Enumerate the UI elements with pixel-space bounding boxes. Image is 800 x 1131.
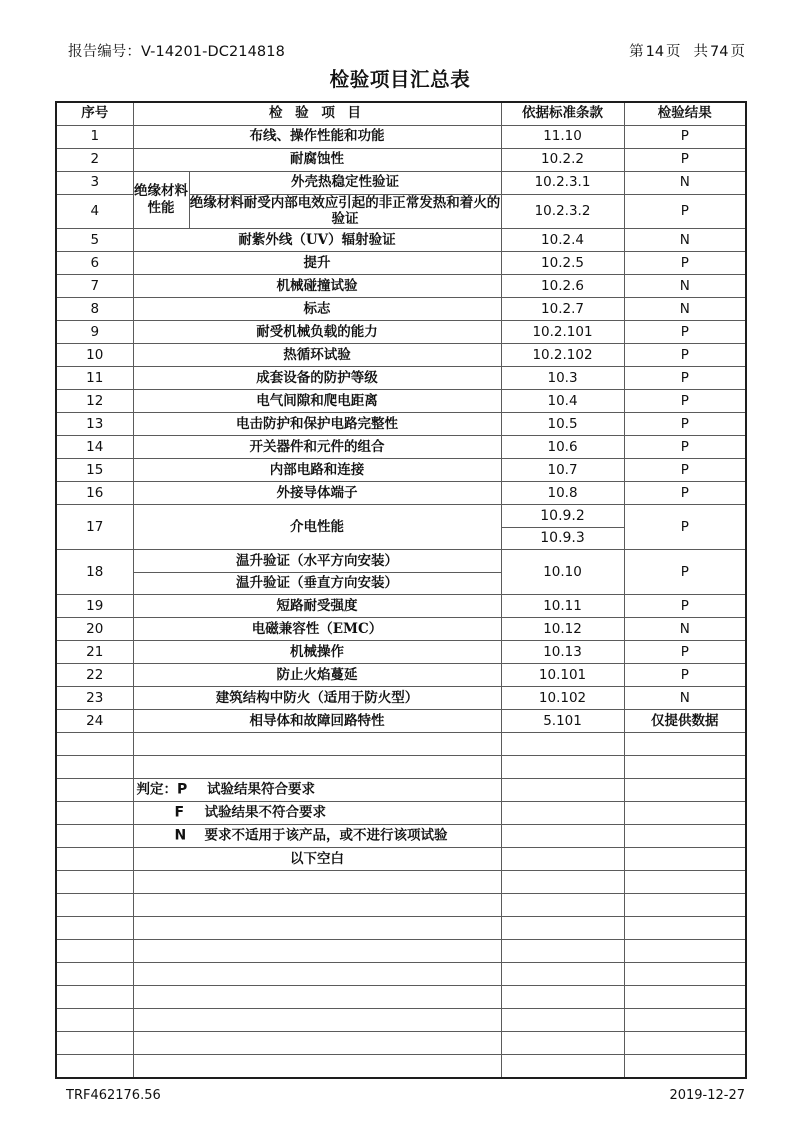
table-row [56, 344, 746, 367]
empty-cell [133, 1032, 501, 1055]
row-no: 14 [56, 436, 133, 459]
row-no: 12 [56, 390, 133, 413]
table-row [56, 618, 746, 641]
row-standard: 10.2.6 [501, 275, 624, 298]
empty-cell [56, 779, 133, 802]
empty-cell [624, 756, 746, 779]
page-prefix: 第 [629, 44, 644, 60]
empty-cell [56, 894, 133, 917]
empty-cell [624, 1055, 746, 1078]
empty-cell [501, 940, 624, 963]
row-standard-b: 10.9.3 [502, 527, 624, 549]
row-item: 耐腐蚀性 [133, 148, 501, 171]
row-result: P [624, 390, 746, 413]
legend-key: N [174, 827, 187, 844]
row-result: N [624, 298, 746, 321]
empty-cell [133, 1009, 501, 1032]
table-header-row [56, 102, 746, 125]
total-prefix: 共 [693, 44, 709, 60]
page-footer [55, 1088, 745, 1108]
empty-cell [501, 848, 624, 871]
row-item-b: 温升验证（垂直方向安装） [134, 572, 501, 594]
empty-cell [133, 963, 501, 986]
row-result: N [624, 171, 746, 194]
empty-cell [501, 963, 624, 986]
table-row [56, 664, 746, 687]
empty-cell [133, 871, 501, 894]
table-row [56, 229, 746, 252]
table-empty-row [56, 940, 746, 963]
column-header-result: 检验结果 [624, 102, 746, 125]
row-no: 9 [56, 321, 133, 344]
legend-key: F [174, 804, 185, 821]
row-standard: 10.2.2 [501, 148, 624, 171]
row-group-label: 绝缘材料性能 [133, 171, 189, 229]
page-total: 74 [710, 44, 729, 60]
row-item: 内部电路和连接 [133, 459, 501, 482]
page-current: 14 [645, 44, 665, 60]
row-standard: 10.2.3.1 [501, 171, 624, 194]
page-indicator [629, 40, 745, 61]
empty-cell [501, 1009, 624, 1032]
empty-cell [624, 917, 746, 940]
row-item: 外接导体端子 [133, 482, 501, 505]
legend-entry-f [133, 802, 501, 825]
empty-cell [133, 917, 501, 940]
empty-cell [624, 940, 746, 963]
row-item: 布线、操作性能和功能 [133, 125, 501, 148]
row-result: P [624, 595, 746, 618]
table-row [56, 125, 746, 148]
empty-cell [624, 825, 746, 848]
row-result: P [624, 125, 746, 148]
column-header-standard: 依据标准条款 [501, 102, 624, 125]
empty-cell [501, 1055, 624, 1078]
page-unit: 页 [666, 44, 681, 60]
row-item: 介电性能 [133, 505, 501, 550]
empty-cell [624, 802, 746, 825]
row-item: 建筑结构中防火（适用于防火型） [133, 687, 501, 710]
row-result: P [624, 194, 746, 229]
row-result: 仅提供数据 [624, 710, 746, 733]
row-no: 13 [56, 413, 133, 436]
row-standard: 10.2.102 [501, 344, 624, 367]
row-standard: 10.5 [501, 413, 624, 436]
table-row [56, 275, 746, 298]
row-no: 24 [56, 710, 133, 733]
row-item: 耐受机械负载的能力 [133, 321, 501, 344]
table-row [56, 390, 746, 413]
row-standard: 10.11 [501, 595, 624, 618]
row-item: 成套设备的防护等级 [133, 367, 501, 390]
empty-cell [133, 940, 501, 963]
row-standard-a: 10.9.2 [540, 507, 585, 524]
row-result: P [624, 459, 746, 482]
table-row [56, 367, 746, 390]
row-item-split [133, 550, 501, 595]
table-row [56, 298, 746, 321]
row-no: 6 [56, 252, 133, 275]
empty-cell [501, 871, 624, 894]
row-no: 1 [56, 125, 133, 148]
row-standard: 10.12 [501, 618, 624, 641]
table-row [56, 595, 746, 618]
legend-row [56, 825, 746, 848]
row-result: P [624, 321, 746, 344]
row-result: P [624, 482, 746, 505]
empty-cell [56, 917, 133, 940]
row-result: N [624, 275, 746, 298]
row-no: 5 [56, 229, 133, 252]
row-no: 16 [56, 482, 133, 505]
table-empty-row [56, 963, 746, 986]
empty-cell [501, 825, 624, 848]
row-item: 电磁兼容性（EMC） [133, 618, 501, 641]
table-empty-row [56, 917, 746, 940]
total-unit: 页 [730, 44, 745, 60]
row-result: N [624, 618, 746, 641]
row-standard: 10.102 [501, 687, 624, 710]
empty-cell [56, 940, 133, 963]
empty-cell [624, 1009, 746, 1032]
row-standard: 10.2.4 [501, 229, 624, 252]
row-no: 21 [56, 641, 133, 664]
empty-cell [56, 756, 133, 779]
row-no: 15 [56, 459, 133, 482]
row-item: 电击防护和保护电路完整性 [133, 413, 501, 436]
table-row [56, 505, 746, 550]
table-row [56, 482, 746, 505]
row-item-a: 温升验证（水平方向安装） [236, 552, 398, 569]
empty-cell [624, 848, 746, 871]
empty-cell [56, 871, 133, 894]
table-row [56, 550, 746, 595]
report-number [68, 40, 285, 61]
empty-cell [501, 894, 624, 917]
page-header [55, 40, 745, 62]
row-no: 23 [56, 687, 133, 710]
report-number-label: 报告编号： [68, 44, 141, 60]
table-empty-row [56, 1055, 746, 1078]
table-empty-row [56, 1032, 746, 1055]
row-result: P [624, 367, 746, 390]
empty-cell [624, 733, 746, 756]
row-no: 10 [56, 344, 133, 367]
empty-cell [624, 779, 746, 802]
row-result: P [624, 641, 746, 664]
row-standard: 10.3 [501, 367, 624, 390]
row-standard: 10.2.101 [501, 321, 624, 344]
legend-row [56, 779, 746, 802]
row-standard: 10.2.5 [501, 252, 624, 275]
row-no: 18 [56, 550, 133, 595]
row-result: P [624, 252, 746, 275]
empty-cell [501, 986, 624, 1009]
row-no: 3 [56, 171, 133, 194]
empty-cell [624, 986, 746, 1009]
legend-desc: 试验结果符合要求 [207, 781, 315, 798]
footer-trf-code: TRF462176.56 [66, 1088, 161, 1103]
row-standard: 10.101 [501, 664, 624, 687]
footer-date: 2019-12-27 [669, 1088, 745, 1103]
empty-cell [501, 917, 624, 940]
row-item: 机械碰撞试验 [133, 275, 501, 298]
empty-cell [624, 894, 746, 917]
column-header-no: 序号 [56, 102, 133, 125]
row-standard-split [501, 505, 624, 550]
row-item: 提升 [133, 252, 501, 275]
table-row [56, 148, 746, 171]
legend-entry-p [133, 779, 501, 802]
legend-entry-n [133, 825, 501, 848]
row-no: 22 [56, 664, 133, 687]
column-header-item: 检 验 项 目 [133, 102, 501, 125]
table-empty-row [56, 756, 746, 779]
row-item: 开关器件和元件的组合 [133, 436, 501, 459]
table-row [56, 687, 746, 710]
row-standard: 10.2.3.2 [501, 194, 624, 229]
row-item: 短路耐受强度 [133, 595, 501, 618]
empty-cell [133, 733, 501, 756]
table-row [56, 252, 746, 275]
row-result: P [624, 148, 746, 171]
empty-cell [56, 1009, 133, 1032]
empty-cell [56, 986, 133, 1009]
row-item: 耐紫外线（UV）辐射验证 [133, 229, 501, 252]
table-empty-row [56, 733, 746, 756]
empty-cell [624, 871, 746, 894]
empty-cell [501, 1032, 624, 1055]
legend-desc: 要求不适用于该产品，或不进行该项试验 [204, 827, 448, 844]
row-result: N [624, 229, 746, 252]
table-empty-row [56, 986, 746, 1009]
table-empty-row [56, 871, 746, 894]
row-standard: 10.10 [501, 550, 624, 595]
table-row [56, 413, 746, 436]
row-result: P [624, 436, 746, 459]
empty-cell [56, 1032, 133, 1055]
blank-note: 以下空白 [133, 848, 501, 871]
inspection-summary-table-wrapper [55, 101, 745, 1079]
row-item: 标志 [133, 298, 501, 321]
table-row [56, 710, 746, 733]
empty-cell [133, 986, 501, 1009]
empty-cell [56, 1055, 133, 1078]
row-no: 11 [56, 367, 133, 390]
row-item: 外壳热稳定性验证 [189, 171, 501, 194]
empty-cell [133, 1055, 501, 1078]
row-standard: 10.7 [501, 459, 624, 482]
inspection-summary-table [55, 101, 747, 1079]
empty-cell [56, 963, 133, 986]
row-result: P [624, 505, 746, 550]
row-standard: 10.8 [501, 482, 624, 505]
row-item: 防止火焰蔓延 [133, 664, 501, 687]
empty-cell [501, 756, 624, 779]
table-row [56, 459, 746, 482]
row-result: P [624, 413, 746, 436]
row-no: 17 [56, 505, 133, 550]
row-no: 2 [56, 148, 133, 171]
table-row [56, 171, 746, 194]
empty-cell [56, 825, 133, 848]
row-standard: 10.2.7 [501, 298, 624, 321]
legend-key: P [177, 781, 188, 798]
empty-cell [624, 1032, 746, 1055]
row-standard: 5.101 [501, 710, 624, 733]
empty-cell [501, 733, 624, 756]
empty-cell [56, 733, 133, 756]
empty-cell [624, 963, 746, 986]
legend-desc: 试验结果不符合要求 [204, 804, 326, 821]
empty-cell [133, 756, 501, 779]
legend-title: 判定： [136, 781, 177, 798]
empty-cell [56, 848, 133, 871]
table-empty-row [56, 1009, 746, 1032]
blank-note-row [56, 848, 746, 871]
table-row [56, 641, 746, 664]
row-result: P [624, 344, 746, 367]
legend-row [56, 802, 746, 825]
empty-cell [501, 802, 624, 825]
row-standard: 10.6 [501, 436, 624, 459]
row-no: 4 [56, 194, 133, 229]
row-item: 电气间隙和爬电距离 [133, 390, 501, 413]
row-no: 8 [56, 298, 133, 321]
empty-cell [133, 894, 501, 917]
row-standard: 11.10 [501, 125, 624, 148]
row-no: 20 [56, 618, 133, 641]
empty-cell [501, 779, 624, 802]
row-result: P [624, 664, 746, 687]
row-item: 热循环试验 [133, 344, 501, 367]
report-number-value: V-14201-DC214818 [141, 44, 285, 60]
row-standard: 10.4 [501, 390, 624, 413]
row-result: P [624, 550, 746, 595]
row-no: 19 [56, 595, 133, 618]
row-item: 机械操作 [133, 641, 501, 664]
table-empty-row [56, 894, 746, 917]
row-item: 绝缘材料耐受内部电效应引起的非正常发热和着火的验证 [189, 194, 501, 228]
row-result: N [624, 687, 746, 710]
empty-cell [56, 802, 133, 825]
row-standard: 10.13 [501, 641, 624, 664]
table-row [56, 436, 746, 459]
row-item: 相导体和故障回路特性 [133, 710, 501, 733]
page-title: 检验项目汇总表 [329, 68, 471, 91]
table-row [56, 321, 746, 344]
row-no: 7 [56, 275, 133, 298]
